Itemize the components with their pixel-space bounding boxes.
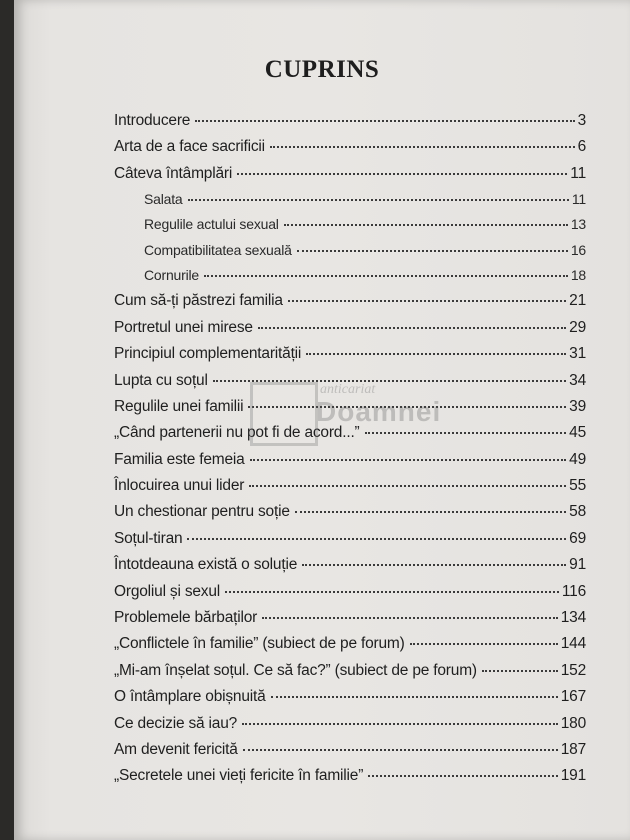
dot-leader — [204, 274, 568, 277]
toc-entry — [114, 345, 586, 371]
dot-leader — [306, 352, 566, 355]
toc-page-number: 39 — [569, 397, 586, 415]
toc-entry-title: „Conflictele în familie” (subiect de pe forum) — [114, 635, 405, 653]
toc-entry-title: Cornurile — [144, 267, 199, 284]
toc-entry — [114, 319, 586, 345]
toc-page-number: 3 — [577, 112, 586, 129]
toc-page-number: 134 — [560, 609, 586, 627]
toc-entry — [114, 609, 586, 635]
dot-leader — [302, 563, 566, 566]
watermark-line1: anticariat — [320, 382, 376, 397]
dot-leader — [262, 616, 558, 619]
toc-page-number: 116 — [561, 582, 586, 600]
toc-page-number: 21 — [569, 292, 586, 310]
toc-page-number: 191 — [560, 767, 586, 785]
toc-page-number: 55 — [569, 477, 586, 495]
toc-entry-title: Regulile unei familii — [114, 397, 244, 415]
toc-page-number: 69 — [569, 529, 586, 547]
toc-page-number: 45 — [569, 424, 586, 442]
toc-subentry — [114, 242, 586, 267]
dot-leader — [368, 774, 558, 777]
toc-entry-title: Înlocuirea unui lider — [114, 477, 245, 495]
dot-leader — [243, 748, 558, 751]
toc-page-number: 11 — [571, 191, 586, 208]
toc-entry — [114, 635, 586, 661]
toc-page-number: 91 — [569, 556, 586, 574]
toc-entry-title: Salata — [144, 191, 183, 208]
dot-leader — [225, 590, 559, 593]
toc-entry-title: „Mi-am înșelat soțul. Ce să fac?” (subiect de pe forum) — [114, 661, 477, 679]
dot-leader — [410, 642, 558, 645]
toc-entry-title: Cum să-ți păstrezi familia — [114, 292, 283, 310]
table-of-contents — [114, 112, 586, 794]
toc-entry-title: Compatibilitatea sexuală — [144, 241, 292, 258]
toc-entry — [114, 741, 586, 767]
book-page — [14, 0, 630, 840]
toc-entry-title: Ce decizie să iau? — [114, 714, 238, 732]
dot-leader — [187, 537, 566, 540]
toc-entry — [114, 583, 586, 609]
toc-page-number: 6 — [577, 138, 586, 156]
toc-entry — [114, 662, 586, 688]
dot-leader — [297, 249, 568, 252]
toc-page-number: 34 — [569, 371, 586, 389]
dot-leader — [288, 299, 566, 302]
toc-entry-title: Introducere — [114, 112, 191, 129]
toc-page-number: 167 — [560, 688, 586, 706]
toc-entry-title: Am devenit fericită — [114, 741, 238, 758]
toc-entry — [114, 292, 586, 318]
toc-page-number: 180 — [560, 714, 586, 732]
toc-page-number: 144 — [560, 635, 586, 653]
toc-subentry — [114, 216, 586, 241]
toc-entry — [114, 112, 586, 138]
toc-entry-title: „Când partenerii nu pot fi de acord...” — [114, 424, 360, 442]
toc-entry-title: Câteva întâmplări — [114, 164, 233, 182]
dot-leader — [237, 172, 567, 175]
toc-entry — [114, 503, 586, 529]
toc-entry-title: Lupta cu soțul — [114, 371, 208, 389]
toc-page-number: 187 — [560, 741, 586, 758]
toc-page-number: 49 — [569, 450, 586, 468]
toc-entry-title: „Secretele unei vieți fericite în familie” — [114, 767, 364, 785]
dot-leader — [258, 326, 566, 329]
dot-leader — [250, 458, 567, 461]
toc-entry-title: Regulile actului sexual — [144, 216, 279, 233]
dot-leader — [482, 669, 558, 672]
dot-leader — [242, 722, 558, 725]
toc-entry-title: Orgoliul și sexul — [114, 582, 221, 600]
dot-leader — [271, 695, 558, 698]
toc-entry — [114, 688, 586, 714]
toc-page-number: 13 — [570, 216, 586, 233]
watermark-line2: Doamnei — [316, 396, 442, 427]
toc-entry-title: Arta de a face sacrificii — [114, 138, 265, 156]
toc-entry — [114, 530, 586, 556]
toc-entry — [114, 451, 586, 477]
toc-page-number: 31 — [569, 345, 586, 363]
dot-leader — [188, 198, 569, 201]
toc-entry — [114, 477, 586, 503]
toc-entry — [114, 556, 586, 582]
toc-page-number: 18 — [570, 267, 586, 284]
toc-entry-title: Familia este femeia — [114, 450, 245, 468]
toc-page-number: 11 — [570, 164, 586, 182]
toc-entry — [114, 715, 586, 741]
toc-entry-title: Soțul-tiran — [114, 529, 183, 547]
toc-entry — [114, 767, 586, 793]
dot-leader — [249, 484, 566, 487]
toc-subentry — [114, 191, 586, 216]
watermark-logo — [246, 376, 442, 452]
toc-page-number: 152 — [560, 661, 586, 679]
toc-entry-title: Principiul complementarității — [114, 345, 302, 363]
toc-entry-title: Problemele bărbaților — [114, 609, 258, 627]
toc-entry-title: Întotdeauna există o soluție — [114, 556, 298, 574]
toc-entry-title: Un chestionar pentru soție — [114, 503, 290, 521]
toc-entry-title: Portretul unei mirese — [114, 318, 253, 336]
page-title: CUPRINS — [264, 56, 380, 83]
toc-entry-title: O întâmplare obișnuită — [114, 688, 266, 706]
toc-page-number: 58 — [569, 503, 586, 521]
dot-leader — [295, 510, 566, 513]
dot-leader — [284, 223, 568, 226]
watermark-box-icon — [250, 382, 318, 446]
toc-entry — [114, 138, 586, 164]
dot-leader — [195, 119, 574, 122]
toc-page-number: 29 — [569, 318, 586, 336]
dot-leader — [270, 145, 575, 148]
toc-subentry — [114, 267, 586, 292]
toc-page-number: 16 — [570, 241, 586, 258]
toc-entry — [114, 165, 586, 191]
